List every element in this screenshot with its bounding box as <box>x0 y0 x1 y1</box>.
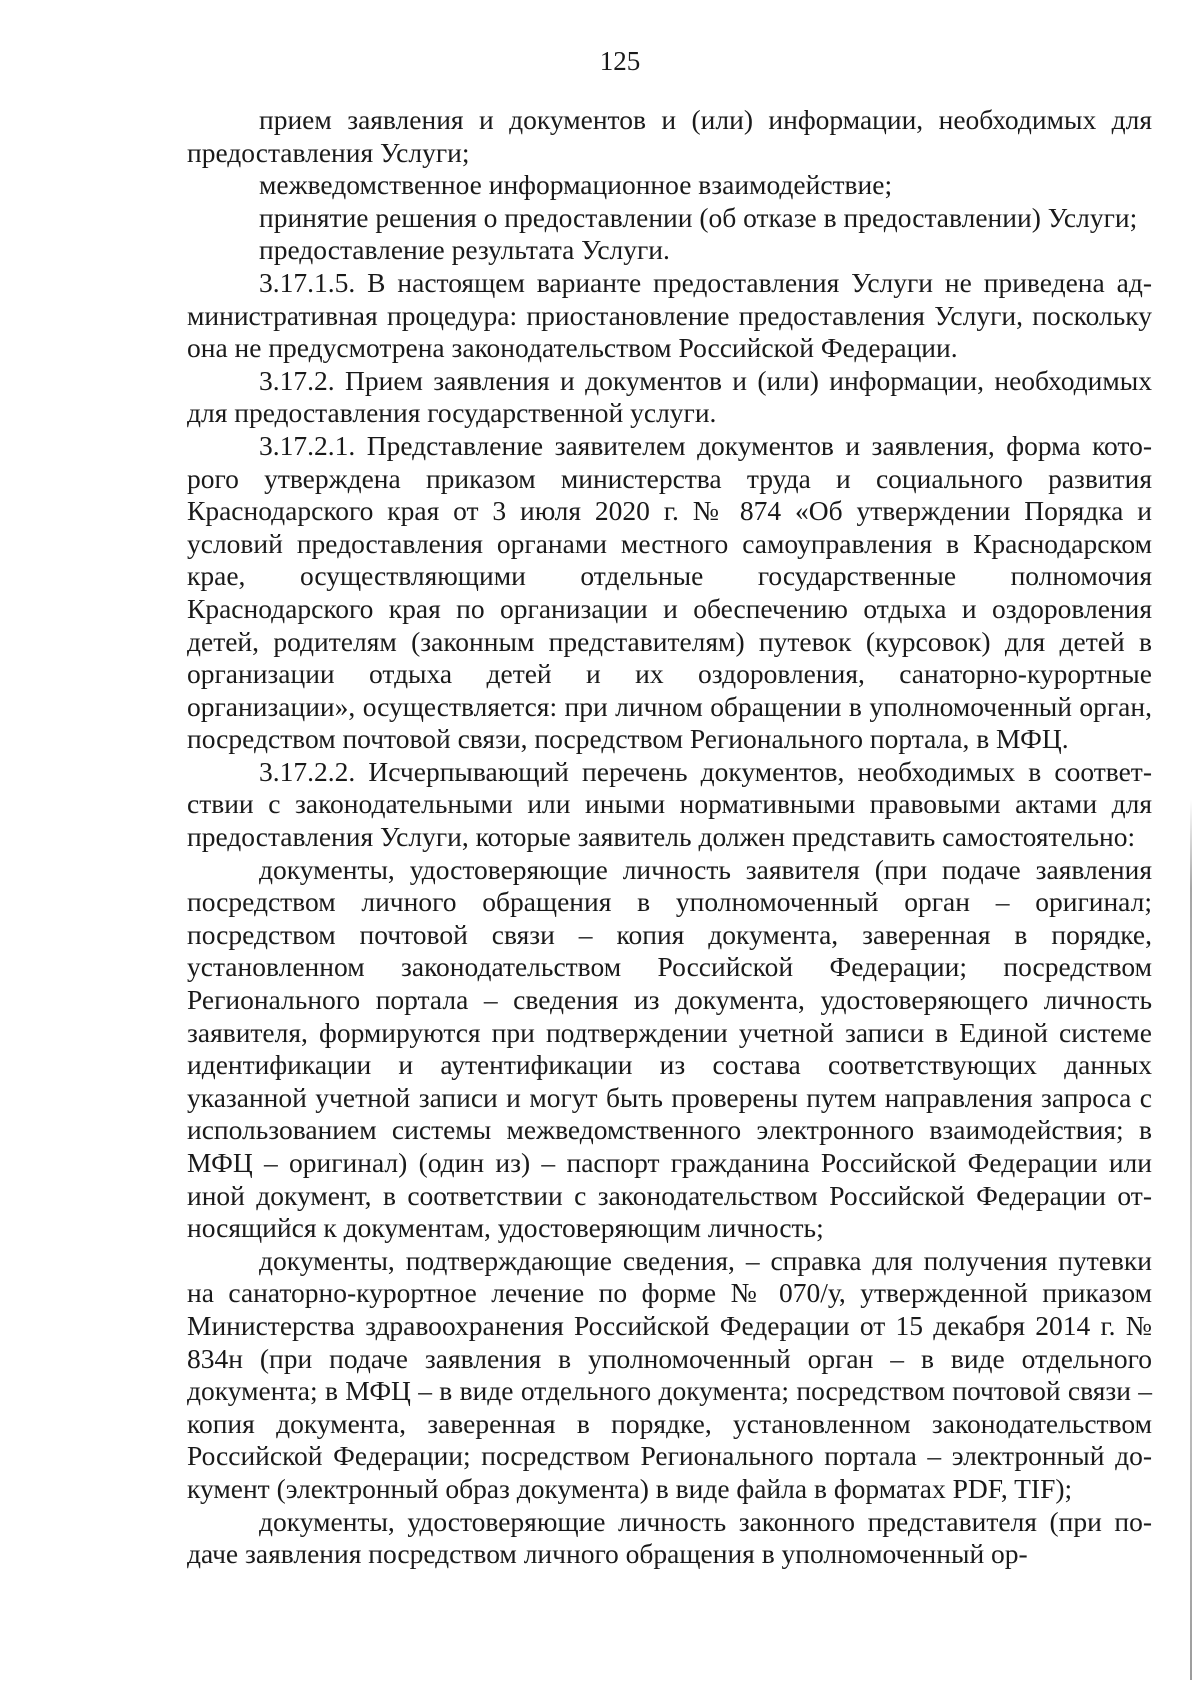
paragraph-3-17-2-1: 3.17.2.1. Представление заявителем документов и заявления, форма которого утверждена приказом министерства труда и социального развития Краснодарского края от 3 июля 2020 г. № 874 «Об утверждении Порядка и условий предоставления органами местного самоуправления в Краснодарском крае, осуществляющими отдельные государственные полномочия Краснодарского края по организации и обеспечению отдыха и оздоровления детей, родителям (законным представителям) путевок (курсовок) для детей в организации отдыха детей и их оздоровления, санаторно-курортные организации», осуществляется: при личном обращении в уполномоченный орган, посредством почтовой связи, посредством Регионального портала, в МФЦ. <box>187 429 1152 755</box>
paragraph-procedure-result: предоставление результата Услуги. <box>259 234 670 266</box>
paragraph-procedure-receipt: прием заявления и документов и (или) информации, необходимых для предоставления Услуги; <box>187 104 1152 168</box>
paragraph-identity-documents: документы, удостоверяющие личность заявителя (при подаче заявления посредством личного обращения в уполномоченный орган – оригинал; посредством почтовой связи – копия документа, заверенная в порядке, установленном законодательством Российской Федерации; посредством Регионального портала – сведения из документа, удостоверяющего личность заявителя, формируются при подтверждении учетной записи в Единой системе идентификации и аутентификации из состава соответствующих данных указанной учетной записи и могут быть проверены путем направления запроса с использованием системы межведомственного электронного взаимодействия; в МФЦ – оригинал) (один из) – паспорт гражданина Российской Федерации или иной документ, в соответствии с законодательством Российской Федерации относящийся к документам, удостоверяющим личность; <box>187 853 1152 1244</box>
paragraph-3-17-1-5: 3.17.1.5. В настоящем варианте предоставления Услуги не приведена административная процедура: приостановление предоставления Услуги, поскольку она не предусмотрена законодательством Российской Федерации. <box>187 266 1152 364</box>
page-number: 125 <box>599 46 641 76</box>
paragraph-procedure-interagency: межведомственное информационное взаимодействие; <box>259 169 893 201</box>
document-body <box>187 104 1152 1571</box>
scan-edge-shadow <box>1190 800 1192 1680</box>
paragraph-procedure-decision: принятие решения о предоставлении (об отказе в предоставлении) Услуги; <box>259 201 1138 233</box>
paragraph-confirming-documents: документы, подтверждающие сведения, – справка для получения путевки на санаторно-курортное лечение по форме № 070/у, утвержденной приказом Министерства здравоохранения Российской Федерации от 15 декабря 2014 г. № 834н (при подаче заявления в уполномоченный орган – в виде отдельного документа; в МФЦ – в виде отдельного документа; посредством почтовой связи – копия документа, заверенная в порядке, установленном законодательством Российской Федерации; посредством Регионального портала – электронный документ (электронный образ документа) в виде файла в форматах PDF, TIF); <box>187 1244 1152 1504</box>
paragraph-representative-documents: документы, удостоверяющие личность законного представителя (при подаче заявления посредством личного обращения в уполномоченный ор- <box>187 1505 1152 1570</box>
paragraph-3-17-2: 3.17.2. Прием заявления и документов и (или) информации, необходимых для предоставления государственной услуги. <box>187 364 1152 429</box>
paragraph-3-17-2-2: 3.17.2.2. Исчерпывающий перечень документов, необходимых в соответствии с законодательными или иными нормативными правовыми актами для предоставления Услуги, которые заявитель должен представить самостоятельно: <box>187 755 1152 853</box>
